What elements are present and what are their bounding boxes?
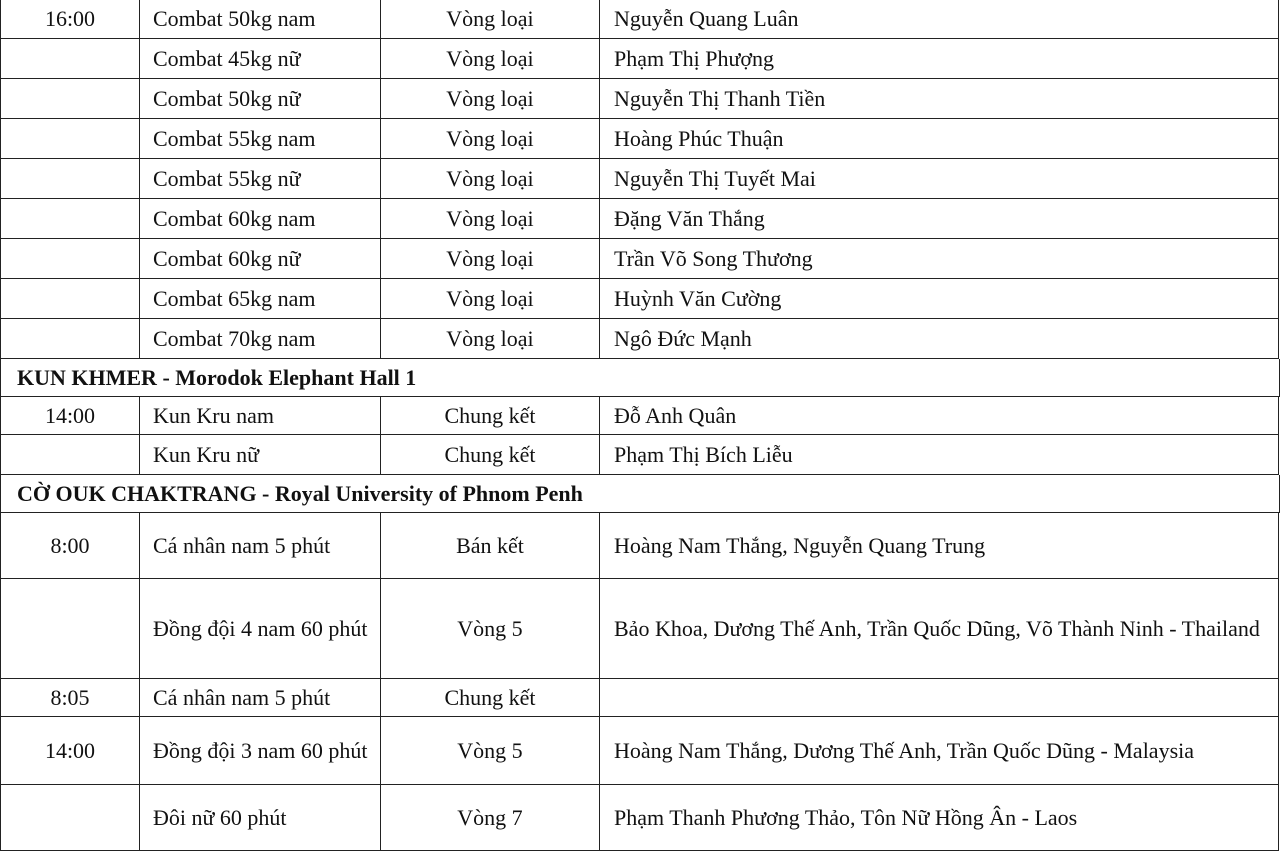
event-cell-text: Đồng đội 4 nam 60 phút [153, 616, 368, 641]
athletes-cell-text: Nguyễn Quang Luân [614, 6, 799, 31]
event-cell [140, 513, 381, 579]
table-row [0, 199, 1280, 239]
time-cell [0, 39, 140, 79]
table-row [0, 0, 1280, 39]
athletes-cell-text: Phạm Thị Phượng [614, 46, 775, 71]
athletes-cell-text: Huỳnh Văn Cường [614, 286, 782, 311]
time-cell [0, 319, 140, 359]
event-cell [140, 79, 381, 119]
athletes-cell-text: Bảo Khoa, Dương Thế Anh, Trần Quốc Dũng, Võ Thành Ninh - Thailand [614, 616, 1260, 641]
round-cell [381, 579, 600, 679]
athletes-cell [600, 513, 1279, 579]
event-cell-text: Combat 70kg nam [153, 326, 316, 351]
athletes-cell [600, 159, 1279, 199]
round-cell-text: Chung kết [444, 403, 536, 428]
event-cell-text: Combat 60kg nữ [153, 246, 301, 271]
time-cell [0, 239, 140, 279]
event-cell-text: Cá nhân nam 5 phút [153, 685, 331, 710]
round-cell-text: Vòng loại [446, 286, 534, 311]
table-row [0, 239, 1280, 279]
athletes-cell [600, 0, 1279, 39]
time-cell [0, 435, 140, 475]
table-row [0, 679, 1280, 717]
table-row [0, 513, 1280, 579]
time-cell-text: 14:00 [44, 403, 96, 428]
event-cell-text: Combat 45kg nữ [153, 46, 301, 71]
athletes-cell-text: Ngô Đức Mạnh [614, 326, 752, 351]
round-cell [381, 79, 600, 119]
athletes-cell-text: Nguyễn Thị Tuyết Mai [614, 166, 816, 191]
round-cell [381, 119, 600, 159]
athletes-cell [600, 785, 1279, 851]
event-cell [140, 435, 381, 475]
event-cell-text: Combat 55kg nam [153, 126, 316, 151]
round-cell [381, 0, 600, 39]
table-row [0, 397, 1280, 435]
time-cell-text: 8:00 [50, 533, 90, 558]
round-cell-text: Vòng 5 [457, 738, 523, 763]
athletes-cell-text: Đặng Văn Thắng [614, 206, 765, 231]
event-cell [140, 579, 381, 679]
round-cell [381, 39, 600, 79]
round-cell [381, 435, 600, 475]
round-cell [381, 679, 600, 717]
event-cell [140, 397, 381, 435]
athletes-cell-text: Trần Võ Song Thương [614, 246, 813, 271]
athletes-cell [600, 679, 1279, 717]
athletes-cell [600, 39, 1279, 79]
time-cell [0, 717, 140, 785]
athletes-cell [600, 279, 1279, 319]
athletes-cell-text: Phạm Thanh Phương Thảo, Tôn Nữ Hồng Ân - Laos [614, 805, 1078, 830]
event-cell-text: Đồng đội 3 nam 60 phút [153, 738, 368, 763]
round-cell [381, 239, 600, 279]
time-cell [0, 79, 140, 119]
event-cell [140, 785, 381, 851]
event-cell-text: Combat 65kg nam [153, 286, 316, 311]
event-cell [140, 239, 381, 279]
time-cell [0, 119, 140, 159]
time-cell [0, 785, 140, 851]
table-row [0, 319, 1280, 359]
athletes-cell [600, 239, 1279, 279]
event-cell [140, 119, 381, 159]
athletes-cell-text: Hoàng Nam Thắng, Nguyễn Quang Trung [614, 533, 986, 558]
athletes-cell-text: Phạm Thị Bích Liễu [614, 442, 793, 467]
time-cell [0, 397, 140, 435]
athletes-cell [600, 579, 1279, 679]
athletes-cell [600, 79, 1279, 119]
athletes-cell [600, 119, 1279, 159]
time-cell [0, 279, 140, 319]
table-row [0, 435, 1280, 475]
round-cell [381, 319, 600, 359]
round-cell-text: Vòng loại [446, 246, 534, 271]
round-cell-text: Chung kết [444, 442, 536, 467]
table-row [0, 785, 1280, 851]
time-cell-text: 8:05 [50, 685, 90, 710]
time-cell [0, 579, 140, 679]
event-cell [140, 159, 381, 199]
time-cell [0, 513, 140, 579]
athletes-cell [600, 397, 1279, 435]
round-cell-text: Chung kết [444, 685, 536, 710]
table-row [0, 279, 1280, 319]
table-row [0, 119, 1280, 159]
time-cell [0, 199, 140, 239]
table-row [0, 579, 1280, 679]
time-cell-text: 14:00 [44, 738, 96, 763]
round-cell-text: Vòng loại [446, 126, 534, 151]
event-cell-text: Kun Kru nam [153, 403, 274, 428]
round-cell-text: Vòng loại [446, 326, 534, 351]
event-cell [140, 717, 381, 785]
time-cell-text: 16:00 [44, 6, 96, 31]
round-cell [381, 717, 600, 785]
round-cell-text: Vòng loại [446, 46, 534, 71]
round-cell-text: Vòng 7 [457, 805, 523, 830]
round-cell [381, 513, 600, 579]
table-row [0, 39, 1280, 79]
event-cell [140, 0, 381, 39]
round-cell-text: Vòng loại [446, 86, 534, 111]
round-cell-text: Vòng loại [446, 6, 534, 31]
round-cell-text: Vòng 5 [457, 616, 523, 641]
athletes-cell-text: Hoàng Nam Thắng, Dương Thế Anh, Trần Quốc Dũng - Malaysia [614, 738, 1195, 763]
athletes-cell-text: Đỗ Anh Quân [614, 403, 737, 428]
event-cell [140, 199, 381, 239]
event-cell-text: Combat 50kg nam [153, 6, 316, 31]
time-cell [0, 159, 140, 199]
round-cell [381, 199, 600, 239]
event-cell-text: Cá nhân nam 5 phút [153, 533, 331, 558]
time-cell [0, 679, 140, 717]
round-cell [381, 785, 600, 851]
event-cell-text: Combat 50kg nữ [153, 86, 301, 111]
event-cell-text: Kun Kru nữ [153, 442, 260, 467]
athletes-cell [600, 319, 1279, 359]
event-cell-text: Combat 55kg nữ [153, 166, 301, 191]
event-cell [140, 279, 381, 319]
athletes-cell [600, 435, 1279, 475]
table-row [0, 717, 1280, 785]
athletes-cell-text: Hoàng Phúc Thuận [614, 126, 784, 151]
event-cell [140, 319, 381, 359]
event-cell-text: Combat 60kg nam [153, 206, 316, 231]
section-heading: CỜ OUK CHAKTRANG - Royal University of Phnom Penh [0, 475, 1280, 513]
event-cell [140, 39, 381, 79]
round-cell-text: Vòng loại [446, 166, 534, 191]
table-row [0, 159, 1280, 199]
event-cell-text: Đôi nữ 60 phút [153, 805, 287, 830]
table-row [0, 79, 1280, 119]
round-cell [381, 279, 600, 319]
athletes-cell-text: Nguyễn Thị Thanh Tiền [614, 86, 826, 111]
athletes-cell [600, 199, 1279, 239]
time-cell [0, 0, 140, 39]
athletes-cell [600, 717, 1279, 785]
round-cell-text: Vòng loại [446, 206, 534, 231]
round-cell [381, 159, 600, 199]
round-cell-text: Bán kết [456, 533, 524, 558]
round-cell [381, 397, 600, 435]
event-cell [140, 679, 381, 717]
section-heading: KUN KHMER - Morodok Elephant Hall 1 [0, 359, 1280, 397]
